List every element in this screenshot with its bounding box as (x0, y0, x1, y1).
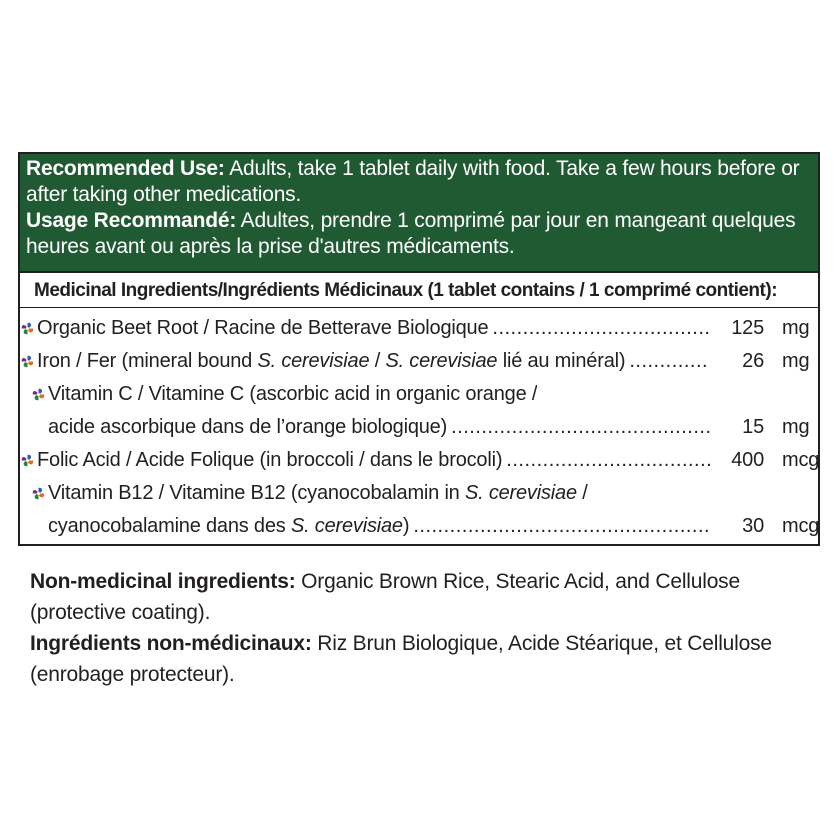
ingredient-unit: mcg (782, 449, 820, 471)
dot-leader (413, 510, 710, 543)
ingredient-name-line2: cyanocobalamine dans des S. cerevisiae) (48, 515, 410, 537)
usage-recommande-label: Usage Recommandé: (26, 209, 237, 232)
recommended-use-fr (26, 208, 810, 260)
ingredient-amount: 400 (731, 449, 764, 471)
ingredient-name: Folic Acid / Acide Folique (in broccoli / dans le brocoli) (37, 449, 503, 471)
ingredient-row (20, 444, 818, 477)
ingredient-unit: mg (782, 350, 810, 372)
non-medicinal-en (30, 566, 820, 628)
non-medicinaux-label: Ingrédients non-médicinaux: (30, 632, 312, 655)
usage-recommande-text: Adultes, prendre 1 comprimé par jour en mangeant quelques heures avant ou après la prise d'autres médicaments. (26, 209, 796, 258)
non-medicinal-label: Non-medicinal ingredients: (30, 570, 296, 593)
ingredient-amount: 125 (731, 317, 764, 339)
ingredient-row-continued (20, 510, 818, 543)
dot-leader (492, 312, 710, 345)
ingredient-unit: mg (782, 416, 810, 438)
ingredient-row (20, 345, 818, 378)
ingredient-name-line1: Vitamin B12 / Vitamine B12 (cyanocobalamin in S. cerevisiae / (48, 482, 588, 504)
recommended-use-section (20, 154, 818, 271)
ingredient-name-line1: Vitamin C / Vitamine C (ascorbic acid in organic orange / (48, 383, 538, 405)
leaf-bullet-icon (20, 385, 48, 400)
ingredient-unit: mcg (782, 515, 820, 537)
recommended-use-en (26, 156, 810, 208)
dot-leader (451, 411, 710, 444)
leaf-bullet-icon (20, 319, 37, 334)
leaf-bullet-icon (20, 451, 37, 466)
leaf-bullet-icon (20, 352, 37, 367)
leaf-bullet-icon (20, 484, 48, 499)
ingredient-row-continued (20, 411, 818, 444)
ingredient-row (20, 378, 818, 411)
ingredient-name: Organic Beet Root / Racine de Betterave Biologique (37, 317, 489, 339)
ingredient-list (20, 308, 818, 543)
ingredient-row (20, 312, 818, 345)
dot-leader (629, 345, 710, 378)
supplement-facts-panel (18, 152, 820, 546)
non-medicinaux-text: Riz Brun Biologique, Acide Stéarique, et Cellulose (enrobage protecteur). (30, 632, 772, 686)
ingredient-row (20, 477, 818, 510)
ingredient-unit: mg (782, 317, 810, 339)
ingredient-amount: 30 (742, 515, 764, 537)
non-medicinal-text: Organic Brown Rice, Stearic Acid, and Cellulose (protective coating). (30, 570, 740, 624)
ingredient-amount: 15 (742, 416, 764, 438)
non-medicinal-fr (30, 628, 820, 690)
dot-leader (506, 444, 710, 477)
ingredient-name: Iron / Fer (mineral bound S. cerevisiae / S. cerevisiae lié au minéral) (37, 350, 626, 372)
ingredient-amount: 26 (742, 350, 764, 372)
recommended-use-text: Adults, take 1 tablet daily with food. Take a few hours before or after taking other medications. (26, 157, 800, 206)
ingredient-name-line2: acide ascorbique dans de l’orange biologique) (48, 416, 448, 438)
recommended-use-label: Recommended Use: (26, 157, 225, 180)
medicinal-ingredients-title: Medicinal Ingredients/Ingrédients Médicinaux (1 tablet contains / 1 comprimé contient): (20, 271, 818, 307)
non-medicinal-section (30, 566, 820, 690)
